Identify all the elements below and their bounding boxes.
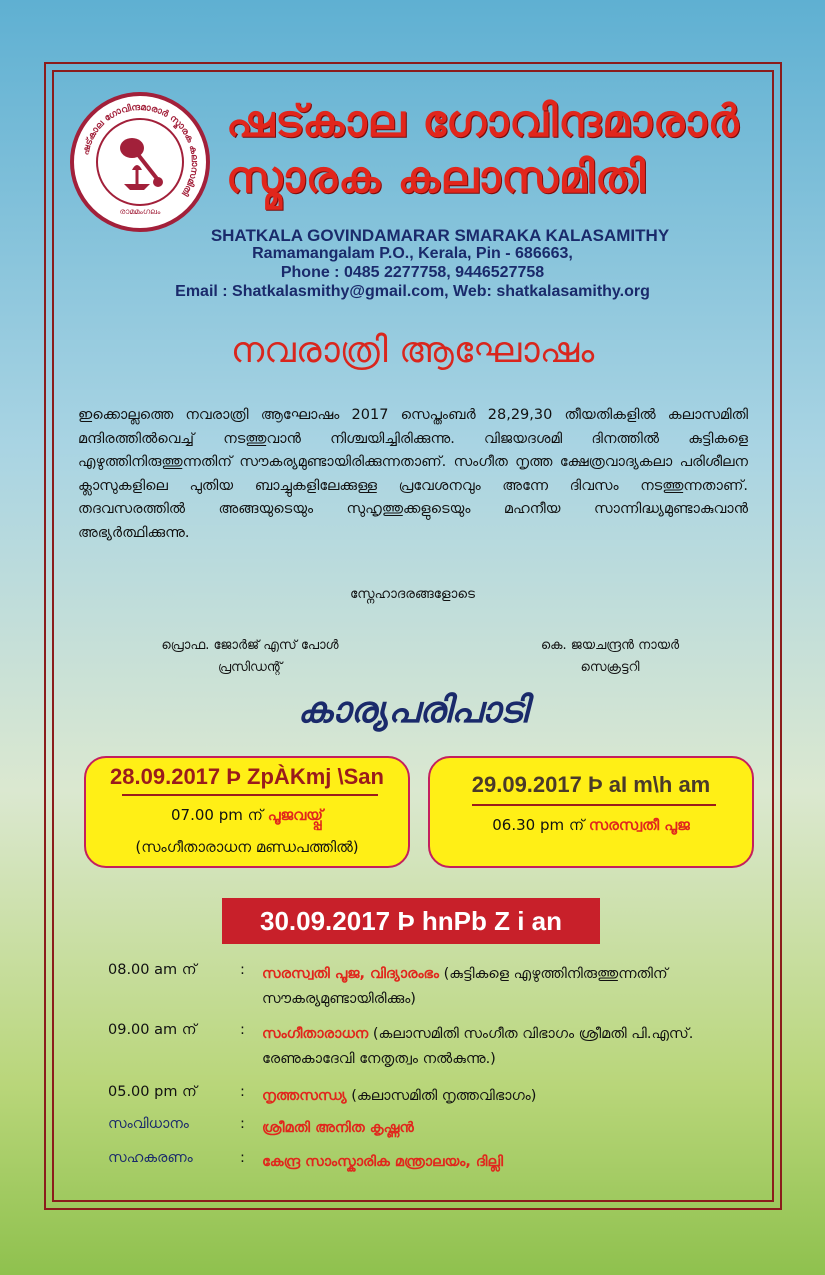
org-email-web: Email : Shatkalasmithy@gmail.com, Web: shatkalasamithy.org — [175, 283, 650, 300]
day1-date: 28.09.2017 Þ ZpÀKmj \San — [110, 764, 384, 789]
org-phone: Phone : 0485 2277758, 9446527758 — [280, 264, 545, 281]
title-line-1: ഷട്കാല ഗോവിന്ദമാരാർ — [226, 96, 740, 147]
day2-event: സരസ്വതീ പൂജ — [588, 816, 690, 834]
schedule-event-1: സരസ്വതി പൂജ, വിദ്യാരംഭം — [262, 966, 439, 982]
schedule-colon: : — [240, 1084, 245, 1100]
day1-box — [84, 756, 410, 868]
schedule-colon: : — [240, 1150, 245, 1166]
logo-ring-text: ഷട്കാല ഗോവിന്ദമാരാർ സ്മാരക കലാസമിതി — [81, 102, 200, 198]
president-name: പ്രൊഫ. ജോർജ് എസ് പോൾ — [161, 638, 339, 653]
support-value: കേന്ദ്ര സാംസ്കാരിക മന്ത്രാലയം, ദില്ലി — [262, 1154, 503, 1170]
day2-time: 06.30 pm ന് — [492, 816, 585, 834]
schedule-note-1: (കുട്ടികളെ എഴുത്തിനിരുത്തുന്നതിന് സൗകര്യമുണ്ടായിരിക്കും) — [262, 966, 668, 1007]
schedule-colon: : — [240, 1116, 245, 1132]
schedule-note-3: (കലാസമിതി നൃത്തവിഭാഗം) — [351, 1088, 537, 1104]
secretary-role: സെക്രട്ടറി — [580, 660, 640, 675]
schedule-colon: : — [240, 1022, 245, 1038]
day1-event: പൂജവയ്പ്പ് — [267, 806, 323, 824]
schedule-time-2: 09.00 am ന് — [108, 1022, 197, 1038]
direction-value: ശ്രീമതി അനിത കൃഷ്ണൻ — [262, 1120, 414, 1136]
day2-divider — [472, 804, 716, 806]
support-label: സഹകരണം — [108, 1150, 193, 1166]
support-desc — [262, 1150, 752, 1175]
org-address: Ramamangalam P.O., Kerala, Pin - 686663, — [252, 245, 573, 262]
logo-bottom-text: രാമമംഗലം — [119, 207, 161, 216]
signatory-president — [120, 635, 380, 679]
day2-line — [430, 816, 752, 834]
org-name-english: SHATKALA GOVINDAMARAR SMARAKA KALASAMITHY — [210, 226, 670, 245]
schedule-event-2: സംഗീതാരാധന — [262, 1026, 369, 1042]
secretary-name: കെ. ജയചന്ദ്രൻ നായർ — [540, 638, 680, 653]
schedule-colon: : — [240, 962, 245, 978]
veena-lamp-icon — [114, 130, 166, 194]
program-title: കാര്യപരിപാടി — [297, 690, 528, 731]
organization-logo — [70, 92, 210, 232]
regards-text: സ്നേഹാദരങ്ങളോടെ — [350, 586, 475, 602]
main-heading: നവരാത്രി ആഘോഷം — [230, 330, 595, 371]
day2-date: 29.09.2017 Þ aI m\h am — [471, 772, 711, 797]
day2-box — [428, 756, 754, 868]
title-line-2: സ്മാരക കലാസമിതി — [226, 152, 646, 203]
day1-line — [86, 806, 408, 824]
day1-venue: (സംഗീതാരാധന മണ്ഡപത്തിൽ) — [135, 838, 359, 856]
signatory-secretary — [480, 635, 740, 679]
schedule-note-2: (കലാസമിതി സംഗീത വിഭാഗം ശ്രീമതി പി.എസ്. രേണുകാദേവി നേതൃത്വം നൽകുന്നു.) — [262, 1026, 694, 1067]
schedule-time-3: 05.00 pm ന് — [108, 1084, 197, 1100]
president-role: പ്രസിഡന്റ് — [217, 660, 283, 675]
schedule-desc-3 — [262, 1084, 752, 1109]
schedule-desc-1 — [262, 962, 752, 1012]
schedule-desc-2 — [262, 1022, 752, 1072]
schedule-time-1: 08.00 am ന് — [108, 962, 197, 978]
direction-label: സംവിധാനം — [108, 1116, 189, 1132]
schedule-event-3: നൃത്തസന്ധ്യ — [262, 1088, 347, 1104]
direction-desc — [262, 1116, 752, 1141]
day3-banner: 30.09.2017 Þ hnPb Z i an — [222, 898, 600, 944]
day1-divider — [122, 794, 378, 796]
day1-time: 07.00 pm ന് — [171, 806, 263, 824]
invitation-text: ഇക്കൊല്ലത്തെ നവരാത്രി ആഘോഷം 2017 സെപ്തംബർ 28,29,30 തീയതികളിൽ കലാസമിതി മന്ദിരത്തിൽവെച്ച് നടത്തുവാൻ നിശ്ചയിച്ചിരിക്കുന്നു. വിജയദശമി ദിനത്തിൽ കുട്ടികളെ എഴുത്തിനിരുത്തുന്നതിന് സൗകര്യമുണ്ടായിരിക്കുന്നതാണ്. സംഗീത നൃത്ത ക്ഷേത്രവാദ്യകലാ പരിശീലന ക്ലാസുകളിലെ പുതിയ ബാച്ചുകളിലേക്കുള്ള പ്രവേശനവും അന്നേ ദിവസം നടത്തുന്നതാണ്. തദവസരത്തിൽ അങ്ങയുടെയും സുഹൃത്തുക്കളുടെയും മഹനീയ സാന്നിദ്ധ്യമുണ്ടാകുവാൻ അഭ്യർത്ഥിക്കുന്നു. — [78, 407, 748, 541]
